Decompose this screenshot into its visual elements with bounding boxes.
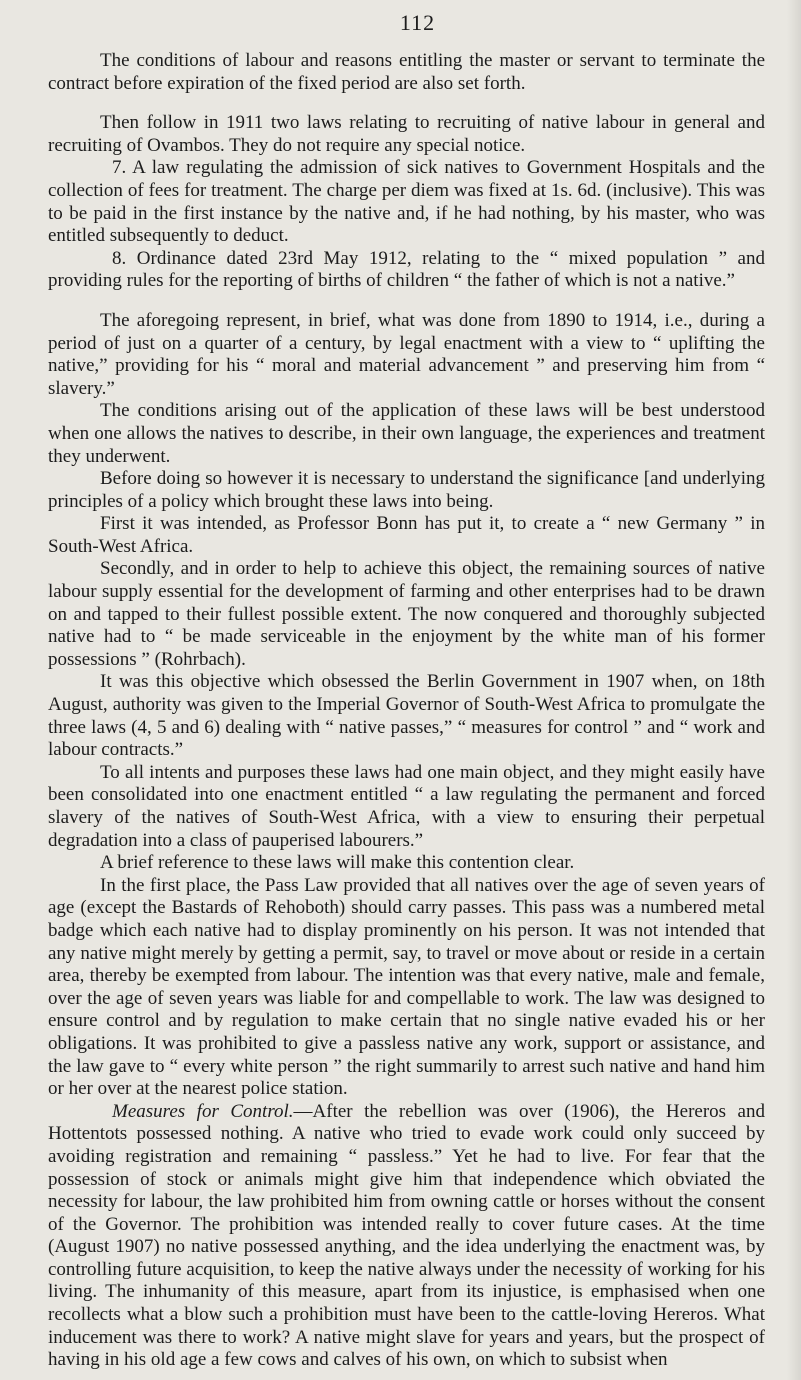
paragraph-measures-for-control <box>48 1101 765 1372</box>
paragraph-brief-reference: A brief reference to these laws will make this contention clear. <box>100 852 575 874</box>
page-number: 112 <box>399 10 436 35</box>
paragraph-law-7: 7. A law regulating the admission of sick natives to Government Hospitals and the collection of fees for treatment. The charge per diem was fixed at 1s. 6d. (inclusive). This was to be paid in the first instance by the native and, if he had nothing, by his master, who was entitled subsequently to deduct. <box>48 157 765 247</box>
paragraph-ordinance-8: 8. Ordinance dated 23rd May 1912, relating to the “ mixed population ” and providing rules for the reporting of births of children “ the father of which is not a native.” <box>48 247 765 292</box>
paragraph-conditions: The conditions arising out of the application of these laws will be best understood when one allows the natives to describe, in their own language, the experiences and treatment they underwent. <box>48 400 765 467</box>
paragraph-aforegoing: The aforegoing represent, in brief, what was done from 1890 to 1914, i.e., during a period of just on a quarter of a century, by legal enactment with a view to “ uplifting the native,” providing for his “ moral and material advancement ” and preserving him from “ slavery.” <box>48 309 765 399</box>
paragraph-1911-laws: Then follow in 1911 two laws relating to recruiting of native labour in general and recruiting of Ovambos. They do not require any special notice. <box>48 112 765 156</box>
paragraph-objective: It was this objective which obsessed the Berlin Government in 1907 when, on 18th August, authority was given to the Imperial Governor of South-West Africa to promulgate the three laws (4, 5 and 6) dealing with “ native passes,” “ measures for control ” and “ work and labour contracts.” <box>48 671 765 761</box>
paragraph-intents: To all intents and purposes these laws had one main object, and they might easily have been consolidated into one enactment entitled “ a law regulating the permanent and forced slavery of the natives of South-West Africa, with a view to ensuring their perpetual degradation into a class of pauperised labourers.” <box>48 761 765 851</box>
paragraph-labour-conditions: The conditions of labour and reasons entitling the master or servant to terminate the contract before expiration of the fixed period are also set forth. <box>48 50 765 94</box>
paragraph-before-doing: Before doing so however it is necessary to understand the significance [and underlying principles of a policy which brought these laws into being. <box>48 468 765 512</box>
measures-heading: Measures for Control. <box>112 1100 294 1122</box>
paragraph-first: First it was intended, as Professor Bonn has put it, to create a “ new Germany ” in South-West Africa. <box>48 513 765 557</box>
paragraph-secondly: Secondly, and in order to help to achieve this object, the remaining sources of native labour supply essential for the development of farming and other enterprises had to be drawn on and tapped to their fullest possible extent. The now conquered and thoroughly subjected native had to “ be made serviceable in the enjoyment by the white man of his former possessions ” (Rohrbach). <box>48 558 765 670</box>
measures-body: —After the rebellion was over (1906), the Hereros and Hottentots possessed nothing. A native who tried to evade work could only succeed by avoiding registration and remaining “ passless.” Yet he had to live. For fear that the possession of stock or animals might give him that independence which obviated the necessity for labour, the law prohibited him from owning cattle or horses without the consent of the Governor. The prohibition was intended really to cover future cases. At the time (August 1907) no native possessed anything, and the idea underlying the enactment was, by controlling future acquisition, to keep the native always under the necessity of working for his living. The inhumanity of this measure, apart from its injustice, is emphasised when one recollects what a blow such a prohibition must have been to the cattle-loving Hereros. What inducement was there to work? A native might slave for years and years, but the prospect of having in his old age a few cows and calves of his own, on which to subsist when <box>48 1100 765 1371</box>
page-edge-shadow <box>787 0 801 1380</box>
paragraph-pass-law: In the first place, the Pass Law provided that all natives over the age of seven years of age (except the Bastards of Rehoboth) should carry passes. This pass was a numbered metal badge which each native had to display prominently on his person. It was not intended that any native might merely by getting a permit, say, to travel or move about or reside in a certain area, thereby be exempted from labour. The intention was that every native, male and female, over the age of seven years was liable for and compellable to work. The law was designed to ensure control and by regulation to make certain that no single native evaded his or her obligations. It was prohibited to give a passless native any work, support or assistance, and the law gave to “ every white person ” the right summarily to arrest such native and hand him or her over at the nearest police station. <box>48 874 765 1100</box>
